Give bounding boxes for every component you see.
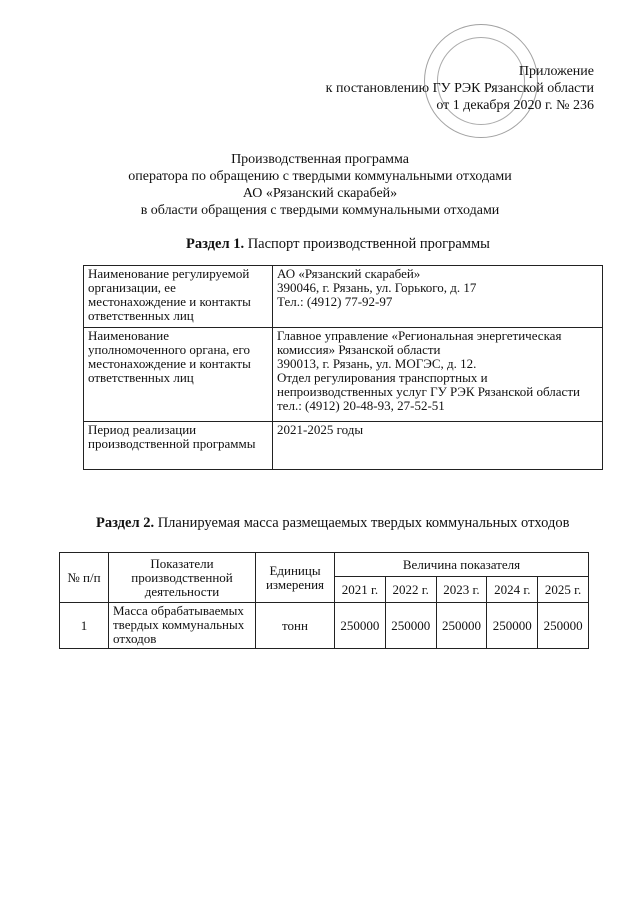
header-year: 2024 г.: [487, 577, 538, 603]
header-indicator: Показатели производственной деятельности: [109, 553, 256, 603]
row-value: 250000: [436, 603, 487, 649]
passport-row-1-line-1: АО «Рязанский скарабей»: [277, 266, 421, 281]
title-line-3: АО «Рязанский скарабей»: [242, 186, 398, 201]
table-header-row: [60, 553, 589, 577]
table-row: [60, 603, 589, 649]
row-value: 250000: [385, 603, 436, 649]
title-line-4: в области обращения с твердыми коммунальными отходами: [140, 203, 500, 218]
section-1-text: Паспорт производственной программы: [244, 236, 490, 252]
passport-row-1-name: Наименование регулируемой организации, ее местонахождение и контакты ответственных лиц: [84, 266, 273, 328]
header-unit: Единицы измерения: [256, 553, 335, 603]
passport-row-2-value: [273, 328, 603, 422]
header-year: 2021 г.: [335, 577, 386, 603]
header-num: № п/п: [60, 553, 109, 603]
row-value: 250000: [335, 603, 386, 649]
row-indicator: Масса обрабатываемых твердых коммунальных отходов: [109, 603, 256, 649]
passport-row-1-value: [273, 266, 603, 328]
passport-row-2-line-3: Отдел регулирования транспортных и непроизводственных услуг ГУ РЭК Рязанской области тел.: (4912) 20-48-93, 27-52-51: [277, 370, 580, 413]
passport-row-2-line-1: Главное управление «Региональная энергетическая комиссия» Рязанской области: [277, 328, 562, 357]
passport-row-1-line-3: Тел.: (4912) 77-92-97: [277, 294, 393, 309]
appendix-line-2: к постановлению ГУ РЭК Рязанской области: [325, 81, 594, 96]
header-year: 2023 г.: [436, 577, 487, 603]
section-2-label: Раздел 2.: [96, 515, 155, 531]
section-2-text: Планируемая масса размещаемых твердых коммунальных отходов: [154, 515, 570, 531]
section-2-heading: [96, 515, 569, 532]
table-row: [84, 328, 603, 422]
mass-table: [59, 552, 589, 649]
row-unit: тонн: [256, 603, 335, 649]
document-title: [80, 151, 560, 219]
appendix-line-1: Приложение: [518, 64, 594, 79]
title-line-1: Производственная программа: [231, 152, 409, 167]
passport-row-3-value: [273, 422, 603, 470]
header-year: 2022 г.: [385, 577, 436, 603]
header-value: Величина показателя: [335, 553, 589, 577]
appendix-line-3: от 1 декабря 2020 г. № 236: [436, 98, 594, 113]
row-num: 1: [60, 603, 109, 649]
section-1-label: Раздел 1.: [186, 236, 245, 252]
table-row: [84, 266, 603, 328]
row-value: 250000: [487, 603, 538, 649]
passport-table: [83, 265, 603, 470]
passport-row-2-line-2: 390013, г. Рязань, ул. МОГЭС, д. 12.: [277, 356, 477, 371]
header-year: 2025 г.: [538, 577, 589, 603]
passport-row-2-name: Наименование уполномоченного органа, его местонахождение и контакты ответственных лиц: [84, 328, 273, 422]
appendix-note: [264, 63, 594, 114]
table-row: [84, 422, 603, 470]
passport-row-3-line-1: 2021-2025 годы: [277, 422, 364, 437]
section-1-heading: [186, 236, 490, 253]
row-value: 250000: [538, 603, 589, 649]
title-line-2: оператора по обращению с твердыми коммунальными отходами: [128, 169, 512, 184]
passport-row-3-name: Период реализации производственной программы: [84, 422, 273, 470]
passport-row-1-line-2: 390046, г. Рязань, ул. Горького, д. 17: [277, 280, 477, 295]
